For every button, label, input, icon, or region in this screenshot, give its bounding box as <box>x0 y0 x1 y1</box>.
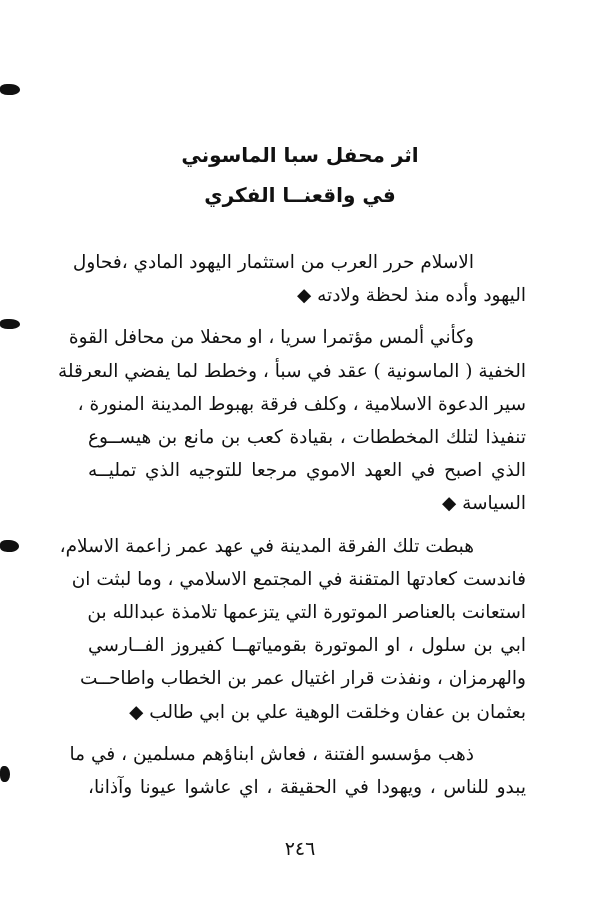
page-subtitle: في واقعنــا الفكري <box>204 183 396 207</box>
text-line: ذهب مؤسسو الفتنة ، فعاش ابناؤهم مسلمين ، في ما <box>69 743 474 765</box>
page-title: اثر محفل سبا الماسوني <box>181 143 419 167</box>
text-line: السياسة ◆ <box>441 493 526 515</box>
paragraph-1 <box>72 246 526 312</box>
margin-ink-mark <box>0 319 20 329</box>
text-line: الذي اصبح في العهد الاموي مرجعا للتوجيه الذي تمليــه <box>88 460 526 482</box>
text-line: بعثمان بن عفان وخلقت الوهية علي بن ابي طالب ◆ <box>129 701 526 723</box>
text-line: استعانت بالعناصر الموتورة التي يتزعمها تلامذة عبدالله بن <box>87 602 526 624</box>
text-line: هبطت تلك الفرقة المدينة في عهد عمر زاعمة الاسلام، <box>59 535 474 557</box>
paragraph-4 <box>69 738 526 804</box>
paragraph-3 <box>59 530 526 729</box>
margin-ink-mark <box>0 540 19 552</box>
text-line: والهرمزان ، ونفذت قرار اغتيال عمر بن الخطاب واطاحــت <box>79 668 526 690</box>
margin-ink-mark <box>0 766 10 782</box>
text-line: تنفيذا لتلك المخططات ، بقيادة كعب بن مانع بن هيســوع <box>88 427 526 449</box>
body-text <box>57 246 526 813</box>
text-line: اليهود وأده منذ لحظة ولادته ◆ <box>297 285 526 307</box>
margin-ink-mark <box>0 84 20 95</box>
text-line: الخفية ( الماسونية ) عقد في سبأ ، وخطط لما يفضي الىعرقلة <box>57 360 526 382</box>
chapter-heading <box>60 135 540 215</box>
text-line: سير الدعوة الاسلامية ، وكلف فرقة بهبوط المدينة المنورة ، <box>77 393 526 415</box>
text-line: فاندست كعادتها المتقنة في المجتمع الاسلامي ، وما لبثت ان <box>71 568 526 590</box>
paragraph-2 <box>57 321 526 520</box>
text-line: يبدو للناس ، ويهودا في الحقيقة ، اي عاشوا عيونا وآذانا، <box>88 777 526 799</box>
page-number: ٢٤٦ <box>284 838 316 860</box>
text-line: وكأني ألمس مؤتمرا سريا ، او محفلا من محافل القوة <box>68 327 474 349</box>
text-line: ابي بن سلول ، او الموتورة بقومياتهــا كفيروز الفــارسي <box>88 635 526 657</box>
text-line: الاسلام حرر العرب من استثمار اليهود المادي ،فحاول <box>72 252 474 273</box>
